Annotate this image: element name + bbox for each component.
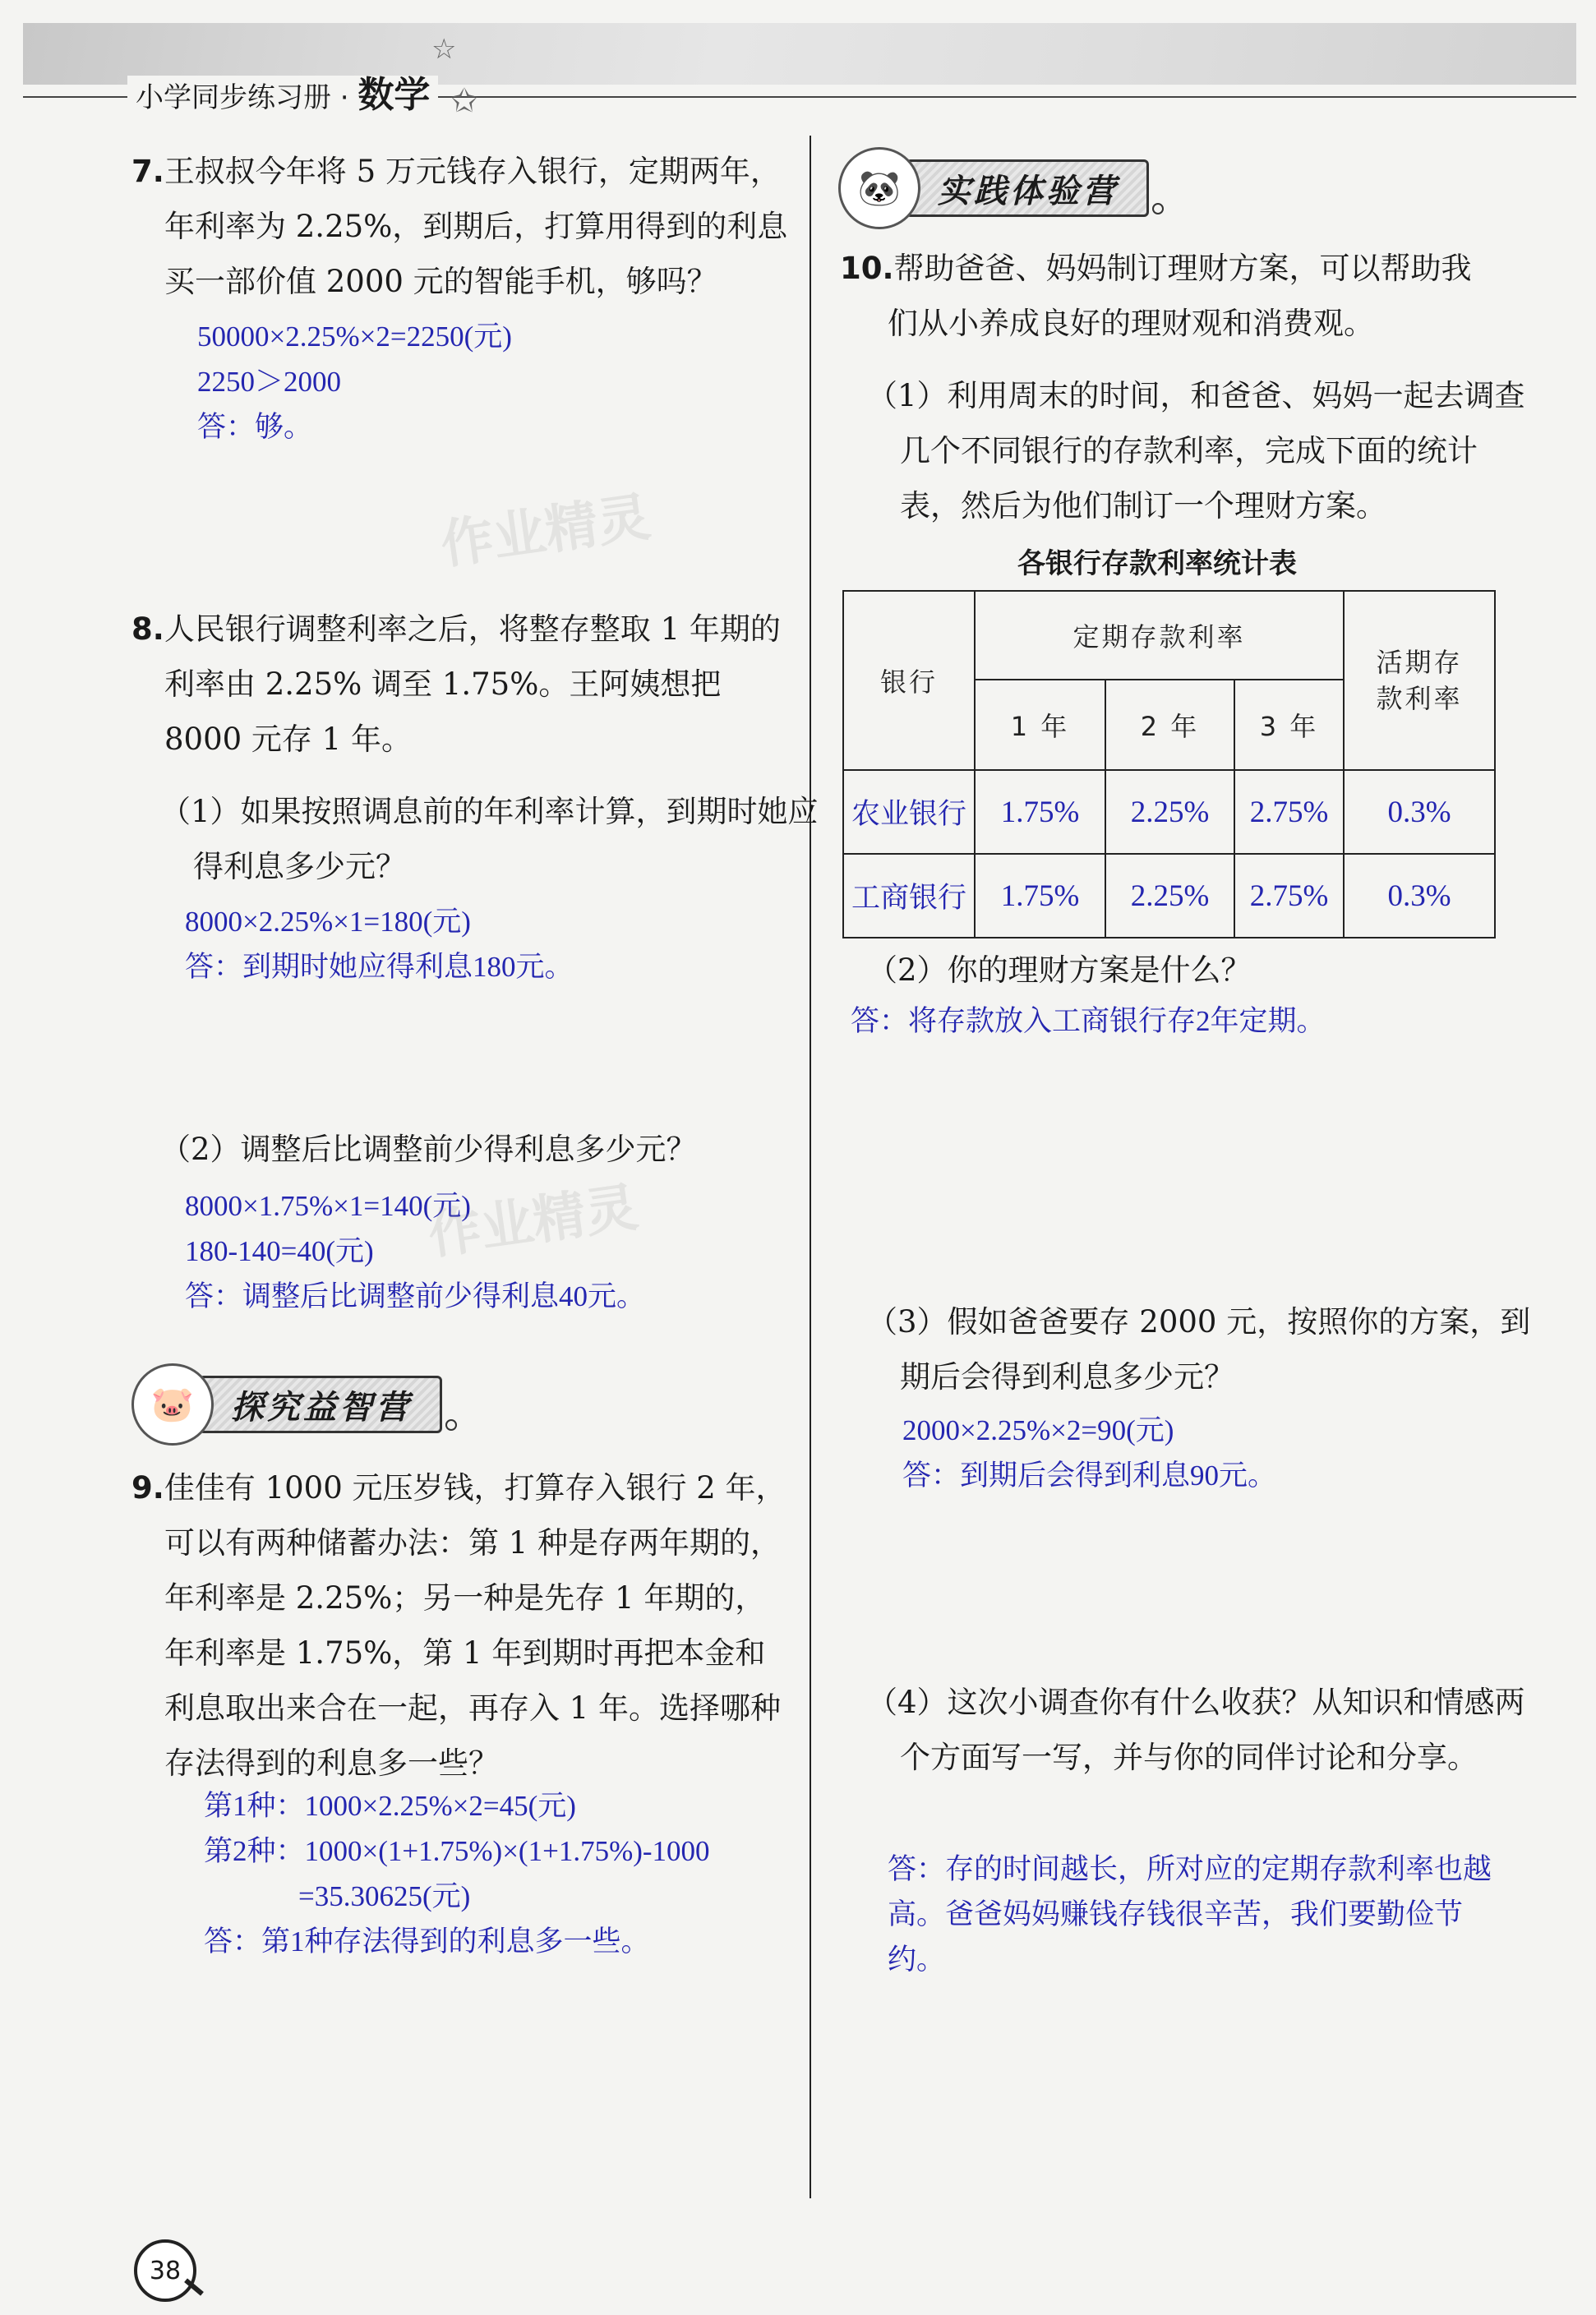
star-icon: ☆ <box>431 33 457 66</box>
dot <box>445 1419 457 1431</box>
dot <box>1152 203 1164 214</box>
answer-line: 50000×2.25%×2=2250(元) <box>197 321 512 353</box>
term-header: 2 年 <box>1105 680 1234 770</box>
table-row <box>843 770 1495 854</box>
answer-line: 第1种：1000×2.25%×2=45(元) <box>204 1790 576 1822</box>
rate-cell: 2.25% <box>1105 770 1234 854</box>
answer-line: 答：到期时她应得利息180元。 <box>185 951 574 983</box>
question-number: 7. <box>131 154 164 189</box>
question-text: 佳佳有 1000 元压岁钱，打算存入银行 2 年，可以有两种储蓄办法：第 1 种是存两年期的，年利率是 2.25%；另一种是先存 1 年期的，年利率是 1.75%，第 1 年到期时再把本金和利息取出来合在一起，再存入 1 年。选择哪种存法得到的利息多一些？ <box>164 1470 786 1781</box>
question-8-part-2: （2）调整后比调整前少得利息多少元？ <box>160 1132 697 1167</box>
answer-line: 答：调整后比调整前少得利息40元。 <box>185 1280 646 1312</box>
question-10-part-3: （3）假如爸爸要存 2000 元，按照你的方案，到期后会得到利息多少元？ <box>867 1304 1531 1395</box>
answer-line: 2250＞2000 <box>197 366 342 398</box>
question-number: 8. <box>131 611 164 647</box>
section-title: 实践体验营 <box>906 159 1149 217</box>
table-title: 各银行存款利率统计表 <box>1017 547 1297 580</box>
section-practice-badge <box>838 152 1164 224</box>
answer-7 <box>197 314 512 450</box>
demand-rate-header-text: 活期存款利率 <box>1376 647 1463 714</box>
question-number: 9. <box>131 1470 164 1506</box>
section-explore-badge <box>131 1368 457 1441</box>
rate-table <box>842 590 1496 938</box>
question-text: 王叔叔今年将 5 万元钱存入银行，定期两年，年利率为 2.25%，到期后，打算用得到的利息买一部价值 2000 元的智能手机，够吗？ <box>164 154 788 299</box>
page-number: 38 <box>134 2239 196 2302</box>
answer-10-3 <box>902 1408 1276 1498</box>
rate-cell: 0.3% <box>1344 770 1495 854</box>
question-7 <box>131 144 789 309</box>
question-8 <box>131 602 789 767</box>
question-10-part-1: （1）利用周末的时间，和爸爸、妈妈一起去调查几个不同银行的存款利率，完成下面的统计表，然后为他们制订一个理财方案。 <box>867 378 1525 523</box>
watermark: 作业精灵 <box>436 487 654 577</box>
rate-cell: 1.75% <box>975 770 1105 854</box>
series-name: 小学同步练习册 · <box>136 81 358 114</box>
answer-line: 答：到期后会得到利息90元。 <box>902 1460 1277 1492</box>
bank-header: 银行 <box>843 591 975 770</box>
rate-cell: 2.75% <box>1234 854 1344 938</box>
rate-cell: 2.75% <box>1234 770 1344 854</box>
rate-cell: 2.25% <box>1105 854 1234 938</box>
answer-line: 2000×2.25%×2=90(元) <box>902 1414 1174 1446</box>
question-10-part-2: （2）你的理财方案是什么？ <box>867 952 1252 988</box>
question-8-part-1: （1）如果按照调息前的年利率计算，到期时她应得利息多少元？ <box>160 794 819 884</box>
answer-10-4: 答：存的时间越长，所对应的定期存款利率也越高。爸爸妈妈赚钱存钱很辛苦，我们要勤俭节约。 <box>888 1853 1492 1976</box>
fixed-rate-header: 定期存款利率 <box>975 591 1344 680</box>
subject-name: 数学 <box>357 74 431 116</box>
question-number: 10. <box>840 251 894 286</box>
question-10-part-4: （4）这次小调查你有什么收获？从知识和情感两个方面写一写，并与你的同伴讨论和分享。 <box>867 1685 1525 1775</box>
answer-line: 180-140=40(元) <box>185 1235 374 1267</box>
answer-10-2: 答：将存款放入工商银行存2年定期。 <box>851 1005 1326 1037</box>
answer-line: 答：第1种存法得到的利息多一些。 <box>204 1925 650 1958</box>
bank-name: 工商银行 <box>843 854 975 938</box>
answer-line: 第2种：1000×(1+1.75%)×(1+1.75%)-1000 <box>204 1835 710 1867</box>
question-9 <box>131 1460 789 1791</box>
section-title: 探究益智营 <box>199 1376 442 1433</box>
table-row <box>843 854 1495 938</box>
term-header: 1 年 <box>975 680 1105 770</box>
answer-line: 8000×1.75%×1=140(元) <box>185 1190 471 1222</box>
pig-face-icon: 🐷 <box>131 1363 214 1446</box>
answer-line: 8000×2.25%×1=180(元) <box>185 906 471 938</box>
answer-8-1 <box>185 899 574 989</box>
question-text: 人民银行调整利率之后，将整存整取 1 年期的利率由 2.25% 调至 1.75%。王阿姨想把 8000 元存 1 年。 <box>164 611 781 757</box>
answer-line: =35.30625(元) <box>298 1880 471 1912</box>
star-icon: ✩ <box>450 82 478 120</box>
question-10 <box>840 241 1497 351</box>
bank-name: 农业银行 <box>843 770 975 854</box>
answer-line: 答：够。 <box>197 411 313 443</box>
watermark: 作业精灵 <box>424 1177 642 1267</box>
panda-face-icon: 🐼 <box>838 147 920 229</box>
term-header: 3 年 <box>1234 680 1344 770</box>
demand-rate-header <box>1344 591 1495 770</box>
rate-cell: 0.3% <box>1344 854 1495 938</box>
answer-9 <box>204 1783 710 1964</box>
book-title <box>127 76 438 118</box>
rate-cell: 1.75% <box>975 854 1105 938</box>
question-text: 帮助爸爸、妈妈制订理财方案，可以帮助我们从小养成良好的理财观和消费观。 <box>888 251 1472 341</box>
